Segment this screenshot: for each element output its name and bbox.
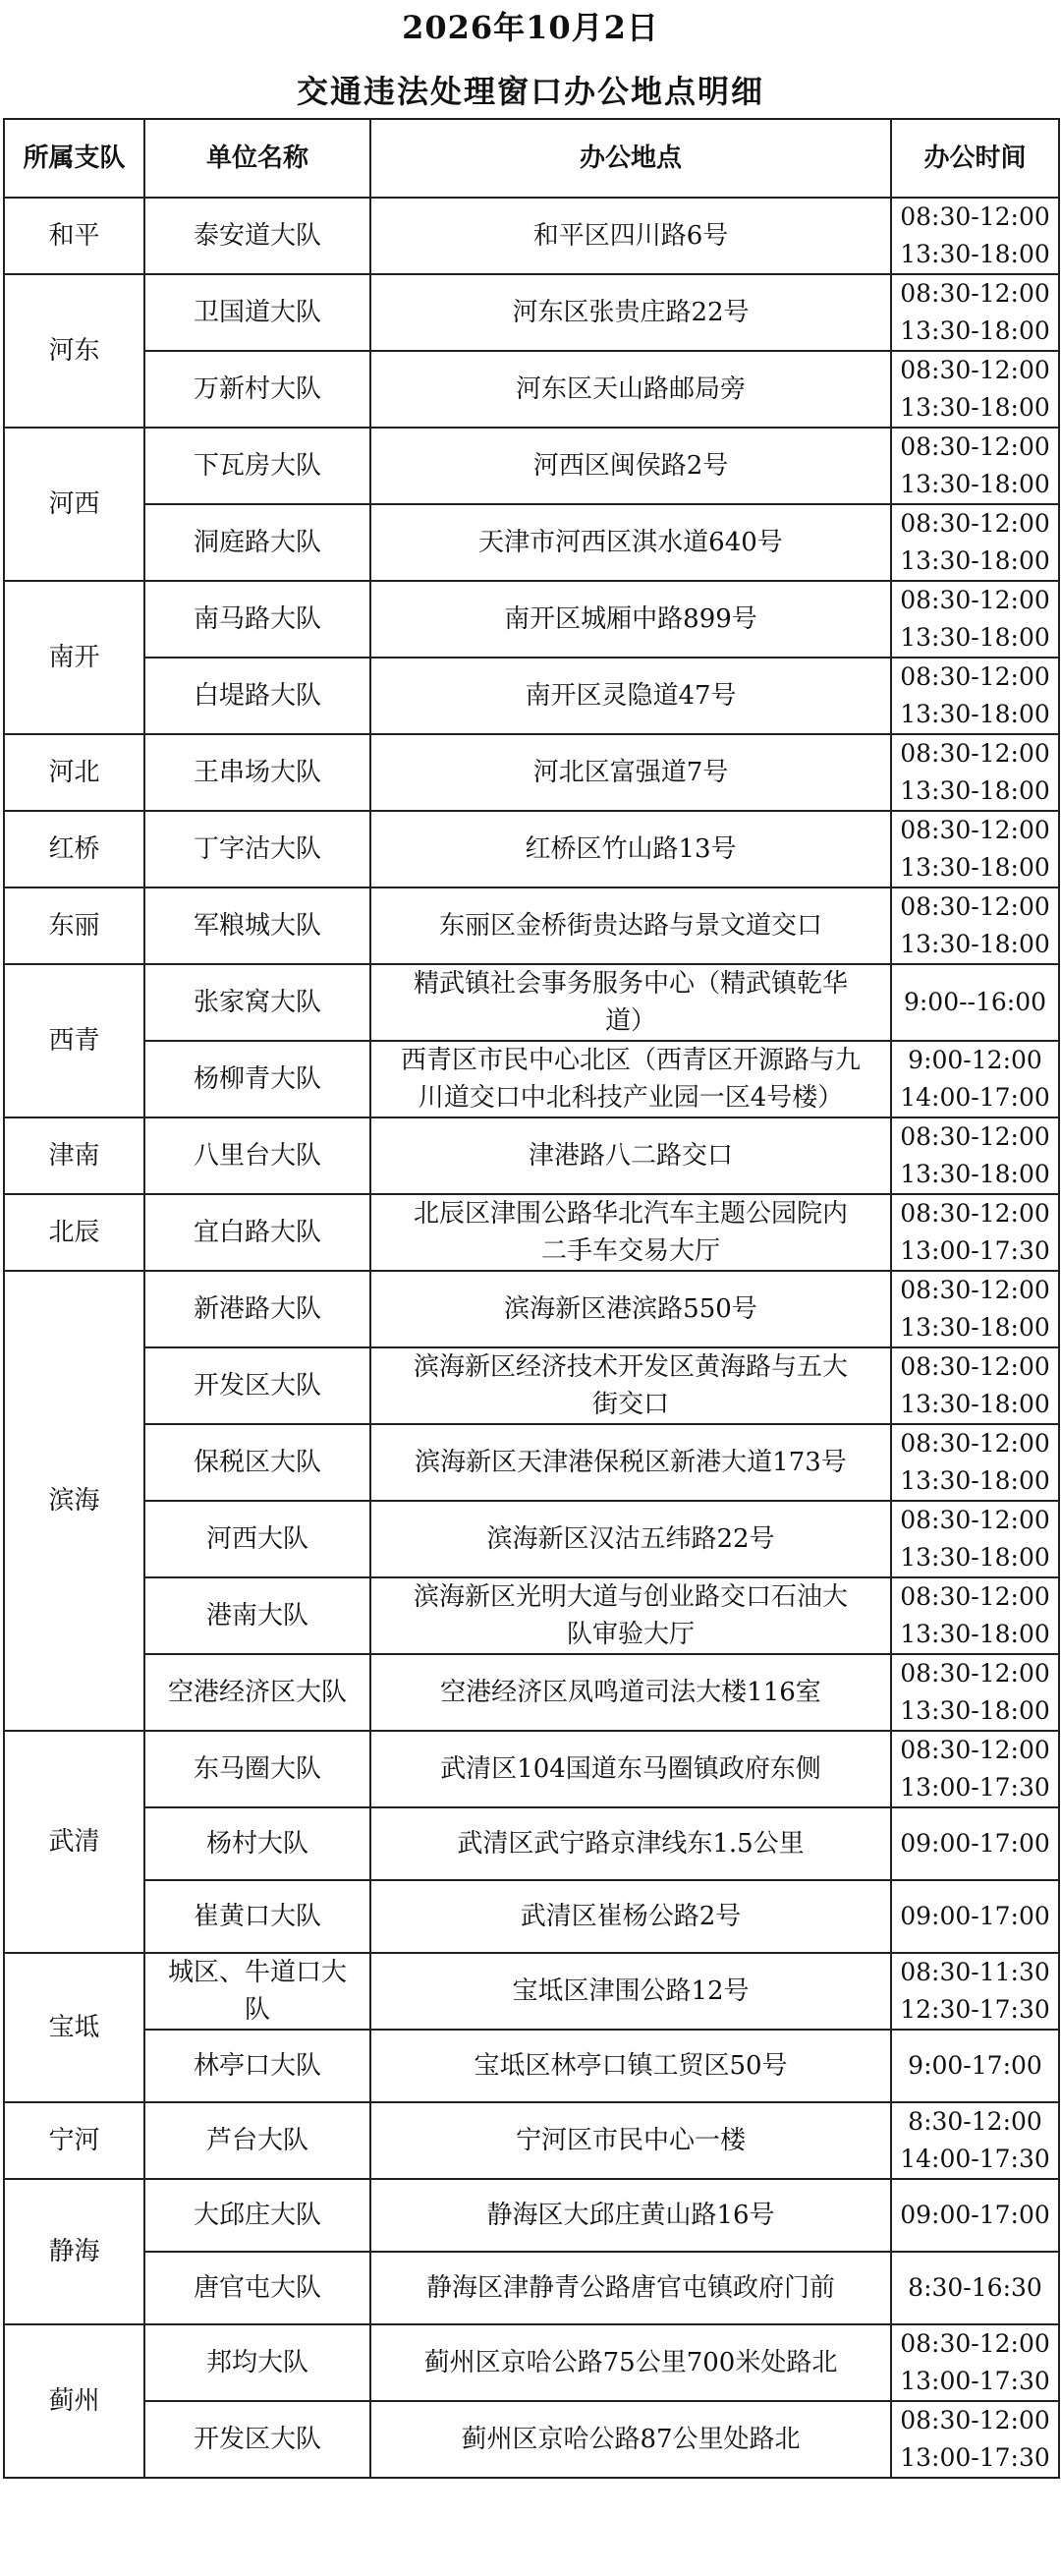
district-cell: 东丽 bbox=[4, 887, 144, 964]
column-header-unit: 单位名称 bbox=[144, 119, 370, 198]
table-row bbox=[4, 811, 1059, 887]
unit-name-cell: 芦台大队 bbox=[144, 2102, 370, 2179]
document-title: 交通违法处理窗口办公地点明细 bbox=[296, 73, 764, 110]
table-row bbox=[4, 887, 1059, 964]
district-cell: 宁河 bbox=[4, 2102, 144, 2179]
hours-cell: 08:30-12:00 13:30-18:00 bbox=[891, 658, 1059, 734]
table-row bbox=[4, 274, 1059, 351]
address-cell: 河东区天山路邮局旁 bbox=[370, 351, 891, 428]
hours-cell: 08:30-12:00 13:30-18:00 bbox=[891, 1347, 1059, 1424]
hours-cell: 08:30-12:00 13:30-18:00 bbox=[891, 1577, 1059, 1654]
hours-cell: 08:30-12:00 13:30-18:00 bbox=[891, 1654, 1059, 1731]
hours-cell: 08:30-12:00 13:30-18:00 bbox=[891, 887, 1059, 964]
hours-cell: 08:30-12:00 13:00-17:30 bbox=[891, 2401, 1059, 2478]
unit-name-cell: 王串场大队 bbox=[144, 734, 370, 811]
table-row bbox=[4, 2252, 1059, 2324]
table-row bbox=[4, 1041, 1059, 1117]
unit-name-cell: 张家窝大队 bbox=[144, 964, 370, 1041]
table-row bbox=[4, 1271, 1059, 1347]
hours-cell: 9:00-17:00 bbox=[891, 2030, 1059, 2102]
address-cell: 滨海新区汉沽五纬路22号 bbox=[370, 1501, 891, 1577]
column-header-address: 办公地点 bbox=[370, 119, 891, 198]
unit-name-cell: 下瓦房大队 bbox=[144, 428, 370, 504]
hours-cell: 09:00-17:00 bbox=[891, 1880, 1059, 1953]
table-row bbox=[4, 428, 1059, 504]
address-cell: 河西区闽侯路2号 bbox=[370, 428, 891, 504]
district-cell: 北辰 bbox=[4, 1194, 144, 1271]
unit-name-cell: 东马圈大队 bbox=[144, 1731, 370, 1807]
address-cell: 宁河区市民中心一楼 bbox=[370, 2102, 891, 2179]
unit-name-cell: 开发区大队 bbox=[144, 2401, 370, 2478]
unit-name-cell: 宜白路大队 bbox=[144, 1194, 370, 1271]
unit-name-cell: 林亭口大队 bbox=[144, 2030, 370, 2102]
address-cell: 和平区四川路6号 bbox=[370, 198, 891, 274]
address-cell: 宝坻区津围公路12号 bbox=[370, 1953, 891, 2030]
address-cell: 滨海新区光明大道与创业路交口石油大 队审验大厅 bbox=[370, 1577, 891, 1654]
hours-cell: 08:30-12:00 13:00-17:30 bbox=[891, 1731, 1059, 1807]
table-row bbox=[4, 351, 1059, 428]
district-cell: 红桥 bbox=[4, 811, 144, 887]
address-cell: 精武镇社会事务服务中心（精武镇乾华 道） bbox=[370, 964, 891, 1041]
unit-name-cell: 城区、牛道口大 队 bbox=[144, 1953, 370, 2030]
hours-cell: 9:00-12:00 14:00-17:00 bbox=[891, 1041, 1059, 1117]
address-cell: 滨海新区经济技术开发区黄海路与五大 街交口 bbox=[370, 1347, 891, 1424]
district-cell: 河东 bbox=[4, 274, 144, 428]
hours-cell: 09:00-17:00 bbox=[891, 2179, 1059, 2252]
district-cell: 宝坻 bbox=[4, 1953, 144, 2102]
table-row bbox=[4, 2324, 1059, 2401]
office-schedule-table bbox=[3, 118, 1060, 2479]
hours-cell: 08:30-12:00 13:30-18:00 bbox=[891, 1501, 1059, 1577]
district-cell: 滨海 bbox=[4, 1271, 144, 1731]
table-row bbox=[4, 1731, 1059, 1807]
hours-cell: 08:30-12:00 13:30-18:00 bbox=[891, 581, 1059, 658]
address-cell: 空港经济区凤鸣道司法大楼116室 bbox=[370, 1654, 891, 1731]
district-cell: 津南 bbox=[4, 1117, 144, 1194]
district-cell: 河西 bbox=[4, 428, 144, 581]
address-cell: 东丽区金桥街贵达路与景文道交口 bbox=[370, 887, 891, 964]
table-row bbox=[4, 1194, 1059, 1271]
hours-cell: 8:30-12:00 14:00-17:30 bbox=[891, 2102, 1059, 2179]
address-cell: 武清区崔杨公路2号 bbox=[370, 1880, 891, 1953]
table-row bbox=[4, 1424, 1059, 1501]
hours-cell: 08:30-12:00 13:00-17:30 bbox=[891, 2324, 1059, 2401]
unit-name-cell: 河西大队 bbox=[144, 1501, 370, 1577]
unit-name-cell: 崔黄口大队 bbox=[144, 1880, 370, 1953]
hours-cell: 08:30-12:00 13:30-18:00 bbox=[891, 351, 1059, 428]
address-cell: 武清区武宁路京津线东1.5公里 bbox=[370, 1807, 891, 1880]
address-cell: 静海区津静青公路唐官屯镇政府门前 bbox=[370, 2252, 891, 2324]
unit-name-cell: 军粮城大队 bbox=[144, 887, 370, 964]
table-row bbox=[4, 1577, 1059, 1654]
table-row bbox=[4, 504, 1059, 581]
unit-name-cell: 洞庭路大队 bbox=[144, 504, 370, 581]
address-cell: 南开区城厢中路899号 bbox=[370, 581, 891, 658]
unit-name-cell: 大邱庄大队 bbox=[144, 2179, 370, 2252]
table-row bbox=[4, 198, 1059, 274]
hours-cell: 08:30-12:00 13:30-18:00 bbox=[891, 734, 1059, 811]
hours-cell: 08:30-12:00 13:30-18:00 bbox=[891, 1271, 1059, 1347]
unit-name-cell: 保税区大队 bbox=[144, 1424, 370, 1501]
address-cell: 西青区市民中心北区（西青区开源路与九 川道交口中北科技产业园一区4号楼） bbox=[370, 1041, 891, 1117]
table-row bbox=[4, 2401, 1059, 2478]
hours-cell: 08:30-12:00 13:30-18:00 bbox=[891, 274, 1059, 351]
district-cell: 和平 bbox=[4, 198, 144, 274]
document-date: 2026年10月2日 bbox=[402, 9, 659, 46]
address-cell: 天津市河西区淇水道640号 bbox=[370, 504, 891, 581]
unit-name-cell: 万新村大队 bbox=[144, 351, 370, 428]
hours-cell: 08:30-12:00 13:30-18:00 bbox=[891, 504, 1059, 581]
unit-name-cell: 杨柳青大队 bbox=[144, 1041, 370, 1117]
hours-cell: 8:30-16:30 bbox=[891, 2252, 1059, 2324]
table-row bbox=[4, 964, 1059, 1041]
table-row bbox=[4, 658, 1059, 734]
district-cell: 静海 bbox=[4, 2179, 144, 2324]
address-cell: 蓟州区京哈公路75公里700米处路北 bbox=[370, 2324, 891, 2401]
table-row bbox=[4, 1807, 1059, 1880]
table-row bbox=[4, 1953, 1059, 2030]
unit-name-cell: 泰安道大队 bbox=[144, 198, 370, 274]
district-cell: 蓟州 bbox=[4, 2324, 144, 2478]
district-cell: 河北 bbox=[4, 734, 144, 811]
address-cell: 河东区张贵庄路22号 bbox=[370, 274, 891, 351]
unit-name-cell: 空港经济区大队 bbox=[144, 1654, 370, 1731]
hours-cell: 08:30-12:00 13:00-17:30 bbox=[891, 1194, 1059, 1271]
district-cell: 武清 bbox=[4, 1731, 144, 1953]
table-row bbox=[4, 581, 1059, 658]
district-cell: 南开 bbox=[4, 581, 144, 734]
table-header-row bbox=[4, 119, 1059, 198]
table-row bbox=[4, 1347, 1059, 1424]
address-cell: 津港路八二路交口 bbox=[370, 1117, 891, 1194]
unit-name-cell: 唐官屯大队 bbox=[144, 2252, 370, 2324]
address-cell: 河北区富强道7号 bbox=[370, 734, 891, 811]
address-cell: 武清区104国道东马圈镇政府东侧 bbox=[370, 1731, 891, 1807]
hours-cell: 08:30-12:00 13:30-18:00 bbox=[891, 1117, 1059, 1194]
unit-name-cell: 卫国道大队 bbox=[144, 274, 370, 351]
address-cell: 宝坻区林亭口镇工贸区50号 bbox=[370, 2030, 891, 2102]
table-row bbox=[4, 2030, 1059, 2102]
address-cell: 南开区灵隐道47号 bbox=[370, 658, 891, 734]
unit-name-cell: 开发区大队 bbox=[144, 1347, 370, 1424]
unit-name-cell: 新港路大队 bbox=[144, 1271, 370, 1347]
hours-cell: 08:30-12:00 13:30-18:00 bbox=[891, 198, 1059, 274]
unit-name-cell: 南马路大队 bbox=[144, 581, 370, 658]
district-cell: 西青 bbox=[4, 964, 144, 1117]
unit-name-cell: 丁字沽大队 bbox=[144, 811, 370, 887]
table-row bbox=[4, 1501, 1059, 1577]
address-cell: 蓟州区京哈公路87公里处路北 bbox=[370, 2401, 891, 2478]
table-row bbox=[4, 734, 1059, 811]
unit-name-cell: 杨村大队 bbox=[144, 1807, 370, 1880]
table-row bbox=[4, 1117, 1059, 1194]
table-row bbox=[4, 2102, 1059, 2179]
hours-cell: 08:30-12:00 13:30-18:00 bbox=[891, 1424, 1059, 1501]
unit-name-cell: 港南大队 bbox=[144, 1577, 370, 1654]
hours-cell: 08:30-12:00 13:30-18:00 bbox=[891, 811, 1059, 887]
unit-name-cell: 八里台大队 bbox=[144, 1117, 370, 1194]
column-header-hours: 办公时间 bbox=[891, 119, 1059, 198]
table-row bbox=[4, 2179, 1059, 2252]
unit-name-cell: 邦均大队 bbox=[144, 2324, 370, 2401]
hours-cell: 08:30-12:00 13:30-18:00 bbox=[891, 428, 1059, 504]
address-cell: 北辰区津围公路华北汽车主题公园院内 二手车交易大厅 bbox=[370, 1194, 891, 1271]
table-row bbox=[4, 1880, 1059, 1953]
hours-cell: 09:00-17:00 bbox=[891, 1807, 1059, 1880]
unit-name-cell: 白堤路大队 bbox=[144, 658, 370, 734]
address-cell: 红桥区竹山路13号 bbox=[370, 811, 891, 887]
address-cell: 滨海新区港滨路550号 bbox=[370, 1271, 891, 1347]
address-cell: 滨海新区天津港保税区新港大道173号 bbox=[370, 1424, 891, 1501]
column-header-district: 所属支队 bbox=[4, 119, 144, 198]
table-row bbox=[4, 1654, 1059, 1731]
hours-cell: 08:30-11:30 12:30-17:30 bbox=[891, 1953, 1059, 2030]
address-cell: 静海区大邱庄黄山路16号 bbox=[370, 2179, 891, 2252]
hours-cell: 9:00--16:00 bbox=[891, 964, 1059, 1041]
